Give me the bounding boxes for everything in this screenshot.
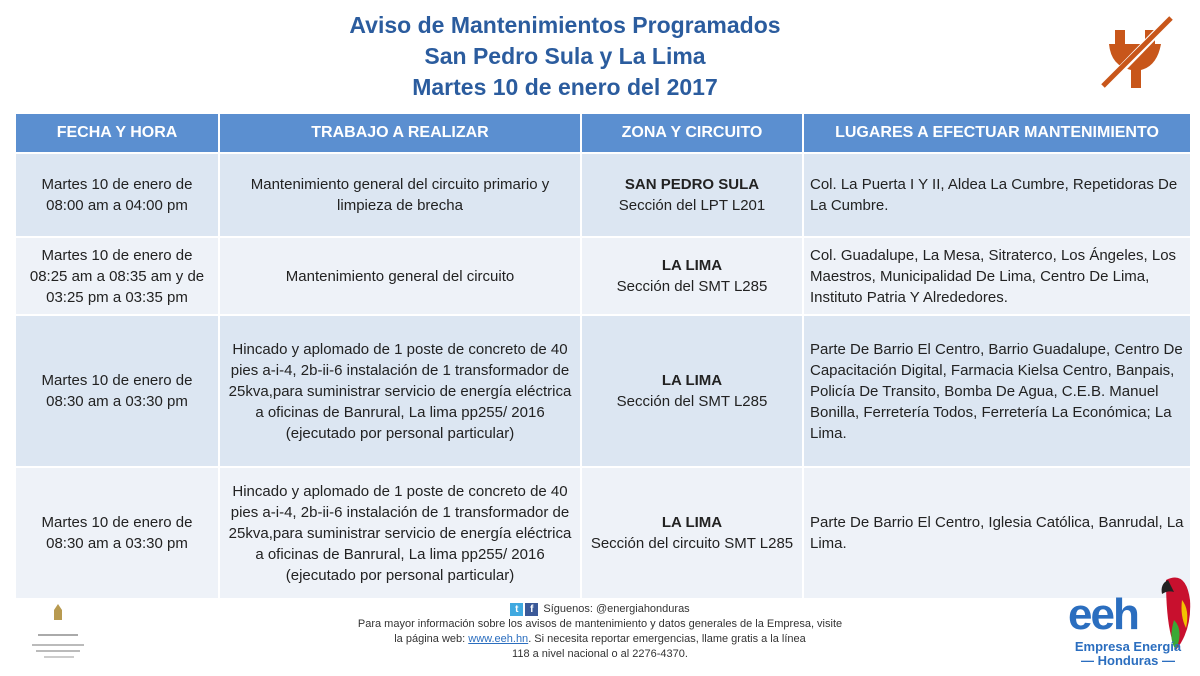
twitter-icon[interactable]: t	[510, 603, 523, 616]
zona-name: LA LIMA	[661, 372, 723, 389]
social-handle: Síguenos: @energiahonduras	[543, 603, 690, 615]
footer-info: la página web:	[394, 633, 466, 645]
lugares-cell: Col. Guadalupe, La Mesa, Sitraterco, Los Ángeles, Los Maestros, Municipalidad De Lima, Centro De Lima, Instituto Patria Y Alrededores.	[803, 237, 1191, 315]
trabajo-cell: Mantenimiento general del circuito	[219, 237, 581, 315]
zona-name: LA LIMA	[661, 257, 723, 274]
trabajo-cell: Hincado y aplomado de 1 poste de concreto de 40 pies a-i-4, 2b-ii-6 instalación de 1 transformador de 25kva,para suministrar servicio de energía eléctrica a oficinas de Banrural, La lima pp255/ 2016 (ejecutado por personal particular)	[219, 467, 581, 599]
circuito: Sección del circuito SMT L285	[590, 535, 794, 552]
page-title	[0, 10, 1130, 103]
table-row	[15, 237, 1191, 315]
column-header: ZONA Y CIRCUITO	[581, 113, 803, 153]
lugares-cell: Col. La Puerta I Y II, Aldea La Cumbre, Repetidoras De La Cumbre.	[803, 153, 1191, 237]
table-row	[15, 467, 1191, 599]
trabajo-cell: Mantenimiento general del circuito primario y limpieza de brecha	[219, 153, 581, 237]
column-header: TRABAJO A REALIZAR	[219, 113, 581, 153]
lugares-cell: Parte De Barrio El Centro, Iglesia Católica, Banrudal, La Lima.	[803, 467, 1191, 599]
footer-info: 118 a nivel nacional o al 2276-4370.	[512, 648, 688, 660]
zona-name: LA LIMA	[661, 514, 723, 531]
brand-sub2-wrap: — Honduras —	[1081, 653, 1175, 668]
footer-info: Para mayor información sobre los avisos de mantenimiento y datos generales de la Empresa, visite	[357, 618, 843, 630]
table-header	[15, 113, 1191, 153]
title-line: Aviso de Mantenimientos Programados	[349, 12, 781, 38]
footer-info: . Si necesita reportar emergencias, llame gratis a la línea	[528, 633, 806, 645]
website-link[interactable]: www.eeh.hn	[468, 633, 529, 645]
facebook-icon[interactable]: f	[525, 603, 538, 616]
zona-cell	[581, 467, 803, 599]
trabajo-cell: Hincado y aplomado de 1 poste de concreto de 40 pies a-i-4, 2b-ii-6 instalación de 1 transformador de 25kva,para suministrar servicio de energía eléctrica a oficinas de Banrural, La lima pp255/ 2016 (ejecutado por personal particular)	[219, 315, 581, 467]
table-row	[15, 315, 1191, 467]
maintenance-table	[14, 112, 1192, 600]
fecha-cell: Martes 10 de enero de 08:00 am a 04:00 pm	[15, 153, 219, 237]
brand-logo-text: eeh	[1068, 590, 1138, 639]
title-line: Martes 10 de enero del 2017	[412, 74, 718, 100]
table-row	[15, 153, 1191, 237]
zona-name: SAN PEDRO SULA	[624, 176, 760, 193]
fecha-cell: Martes 10 de enero de 08:25 am a 08:35 am y de 03:25 pm a 03:35 pm	[15, 237, 219, 315]
brand-subtitle	[1066, 640, 1190, 668]
lugares-cell: Parte De Barrio El Centro, Barrio Guadalupe, Centro De Capacitación Digital, Farmacia Kielsa Centro, Banpais, Policía De Transito, Bomba De Agua, C.E.B. Manuel Bonilla, Ferretería Todos, Ferretería La Económica; La Lima.	[803, 315, 1191, 467]
fecha-cell: Martes 10 de enero de 08:30 am a 03:30 pm	[15, 315, 219, 467]
circuito: Sección del LPT L201	[618, 197, 766, 214]
column-header: FECHA Y HORA	[15, 113, 219, 153]
government-seal-icon	[18, 600, 103, 665]
footer	[280, 602, 920, 662]
zona-cell	[581, 153, 803, 237]
zona-cell	[581, 237, 803, 315]
zona-cell	[581, 315, 803, 467]
brand-sub1: Empresa Energía	[1074, 639, 1182, 654]
circuito: Sección del SMT L285	[616, 278, 768, 295]
title-line: San Pedro Sula y La Lima	[424, 43, 706, 69]
unplug-icon	[1095, 10, 1175, 90]
fecha-cell: Martes 10 de enero de 08:30 am a 03:30 pm	[15, 467, 219, 599]
circuito: Sección del SMT L285	[616, 393, 768, 410]
column-header: LUGARES A EFECTUAR MANTENIMIENTO	[803, 113, 1191, 153]
brand-sub2: Honduras	[1097, 653, 1159, 668]
